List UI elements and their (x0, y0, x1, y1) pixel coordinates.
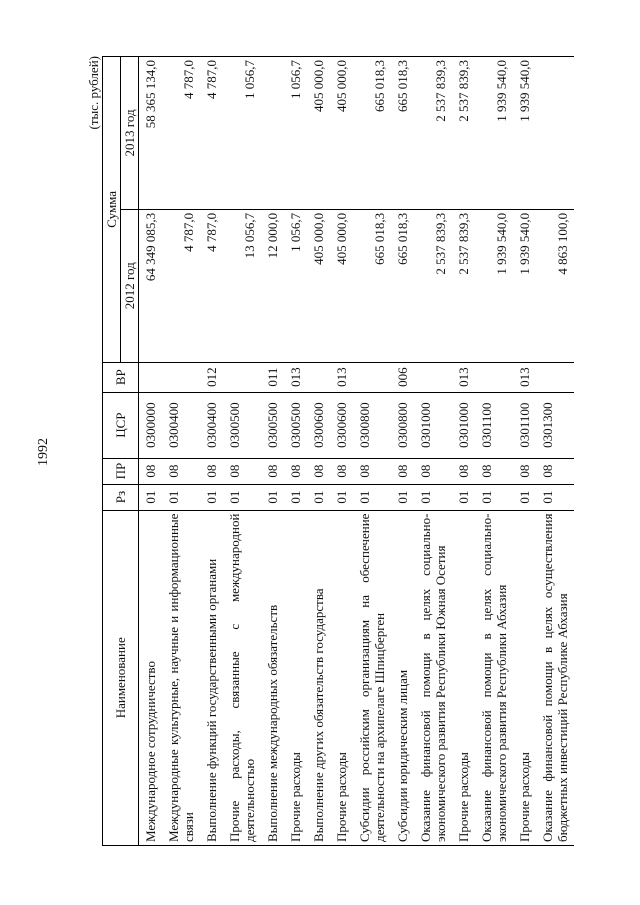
cell-vr: 006 (391, 362, 414, 392)
cell-y2012: 64 349 085,3 (139, 209, 163, 362)
cell-vr (475, 362, 513, 392)
header-2012: 2012 год (121, 209, 139, 362)
budget-table (102, 56, 574, 846)
cell-name: Прочие расходы (284, 510, 307, 845)
cell-rz: 01 (307, 484, 330, 510)
table-row (353, 57, 391, 846)
cell-rz: 01 (330, 484, 353, 510)
cell-pr: 08 (139, 458, 163, 484)
cell-csr: 0301100 (513, 392, 536, 458)
cell-csr: 0300000 (139, 392, 163, 458)
cell-rz: 01 (223, 484, 261, 510)
cell-y2013: 2 537 839,3 (414, 57, 452, 210)
cell-pr: 08 (223, 458, 261, 484)
cell-rz: 01 (139, 484, 163, 510)
cell-y2013: 2 537 839,3 (452, 57, 475, 210)
cell-y2012: 2 537 839,3 (414, 209, 452, 362)
cell-y2013: 58 365 134,0 (139, 57, 163, 210)
cell-name: Прочие расходы (513, 510, 536, 845)
cell-csr: 0300500 (223, 392, 261, 458)
cell-y2013: 1 056,7 (223, 57, 261, 210)
cell-name: Выполнение международных обязательств (261, 510, 284, 845)
cell-rz: 01 (414, 484, 452, 510)
cell-pr: 08 (414, 458, 452, 484)
cell-y2013: 665 018,3 (391, 57, 414, 210)
table-body (139, 57, 575, 846)
page-number: 1992 (36, 438, 51, 466)
cell-y2012: 4 863 100,0 (536, 209, 574, 362)
cell-y2012: 4 787,0 (162, 209, 200, 362)
cell-name: Выполнение других обязательств государства (307, 510, 330, 845)
cell-y2013: 1 939 540,0 (475, 57, 513, 210)
cell-name: Оказание финансовой помощи в целях осуществления бюджетных инвестиций Республике Абхазия (536, 510, 574, 845)
cell-y2012: 1 056,7 (284, 209, 307, 362)
cell-y2013: 1 056,7 (284, 57, 307, 210)
cell-y2013: 1 939 540,0 (513, 57, 536, 210)
cell-name: Оказание финансовой помощи в целях социально-экономического развития Республики Абхазия (475, 510, 513, 845)
cell-y2012: 665 018,3 (353, 209, 391, 362)
cell-y2012: 2 537 839,3 (452, 209, 475, 362)
cell-pr: 08 (391, 458, 414, 484)
table-row (452, 57, 475, 846)
header-csr: ЦСР (103, 392, 139, 458)
cell-y2013: 405 000,0 (330, 57, 353, 210)
table-row (223, 57, 261, 846)
cell-vr: 013 (330, 362, 353, 392)
table-row (391, 57, 414, 846)
header-vr: ВР (103, 362, 139, 392)
cell-pr: 08 (513, 458, 536, 484)
cell-y2012: 665 018,3 (391, 209, 414, 362)
cell-csr: 0301000 (452, 392, 475, 458)
cell-vr (307, 362, 330, 392)
cell-name: Прочие расходы, связанные с международной деятельностью (223, 510, 261, 845)
cell-rz: 01 (513, 484, 536, 510)
cell-pr: 08 (162, 458, 200, 484)
cell-pr: 08 (475, 458, 513, 484)
cell-rz: 01 (261, 484, 284, 510)
cell-rz: 01 (353, 484, 391, 510)
table-row (414, 57, 452, 846)
cell-pr: 08 (353, 458, 391, 484)
cell-csr: 0300800 (353, 392, 391, 458)
cell-name: Прочие расходы (330, 510, 353, 845)
cell-rz: 01 (391, 484, 414, 510)
cell-csr: 0301100 (475, 392, 513, 458)
cell-csr: 0300600 (330, 392, 353, 458)
cell-csr: 0300500 (261, 392, 284, 458)
cell-name: Международные культурные, научные и информационные связи (162, 510, 200, 845)
cell-y2013: 405 000,0 (307, 57, 330, 210)
cell-name: Оказание финансовой помощи в целях социально-экономического развития Республики Южная Осетия (414, 510, 452, 845)
cell-pr: 08 (200, 458, 223, 484)
cell-name: Прочие расходы (452, 510, 475, 845)
cell-y2013: 4 787,0 (200, 57, 223, 210)
table-row (200, 57, 223, 846)
cell-vr: 013 (513, 362, 536, 392)
cell-y2013: 665 018,3 (353, 57, 391, 210)
table-row (284, 57, 307, 846)
cell-name: Субсидии юридическим лицам (391, 510, 414, 845)
cell-pr: 08 (536, 458, 574, 484)
cell-vr (223, 362, 261, 392)
header-pr: ПР (103, 458, 139, 484)
cell-name: Выполнение функций государственными органами (200, 510, 223, 845)
cell-pr: 08 (284, 458, 307, 484)
cell-csr: 0300800 (391, 392, 414, 458)
cell-vr (162, 362, 200, 392)
cell-vr: 013 (284, 362, 307, 392)
cell-pr: 08 (330, 458, 353, 484)
header-2013: 2013 год (121, 57, 139, 210)
cell-csr: 0300400 (162, 392, 200, 458)
cell-y2012: 405 000,0 (330, 209, 353, 362)
cell-y2012: 4 787,0 (200, 209, 223, 362)
cell-vr: 012 (200, 362, 223, 392)
cell-pr: 08 (452, 458, 475, 484)
cell-rz: 01 (536, 484, 574, 510)
cell-csr: 0301000 (414, 392, 452, 458)
cell-y2012: 12 000,0 (261, 209, 284, 362)
cell-rz: 01 (200, 484, 223, 510)
cell-vr (353, 362, 391, 392)
cell-rz: 01 (452, 484, 475, 510)
cell-y2013: 4 787,0 (162, 57, 200, 210)
cell-vr (536, 362, 574, 392)
cell-y2012: 1 939 540,0 (475, 209, 513, 362)
cell-y2012: 405 000,0 (307, 209, 330, 362)
cell-csr: 0300400 (200, 392, 223, 458)
header-sum: Сумма (103, 57, 121, 363)
cell-pr: 08 (261, 458, 284, 484)
table-row (475, 57, 513, 846)
cell-name: Субсидии российским организациям на обеспечение деятельности на архипелаге Шпицберген (353, 510, 391, 845)
cell-csr: 0300600 (307, 392, 330, 458)
header-rz: Рз (103, 484, 139, 510)
cell-y2012: 1 939 540,0 (513, 209, 536, 362)
cell-vr (414, 362, 452, 392)
cell-csr: 0300500 (284, 392, 307, 458)
cell-rz: 01 (475, 484, 513, 510)
cell-vr: 011 (261, 362, 284, 392)
table-row (307, 57, 330, 846)
header-name: Наименование (103, 510, 139, 845)
cell-y2013 (536, 57, 574, 210)
table-row (330, 57, 353, 846)
cell-vr (139, 362, 163, 392)
table-row (536, 57, 574, 846)
table-row (139, 57, 163, 846)
table-row (162, 57, 200, 846)
cell-y2012: 13 056,7 (223, 209, 261, 362)
unit-label: (тыс. рублей) (86, 56, 101, 130)
cell-csr: 0301300 (536, 392, 574, 458)
cell-vr: 013 (452, 362, 475, 392)
rotated-table-wrapper (86, 56, 570, 846)
table-row (261, 57, 284, 846)
cell-rz: 01 (162, 484, 200, 510)
cell-y2013 (261, 57, 284, 210)
cell-name: Международное сотрудничество (139, 510, 163, 845)
table-row (513, 57, 536, 846)
cell-pr: 08 (307, 458, 330, 484)
cell-rz: 01 (284, 484, 307, 510)
